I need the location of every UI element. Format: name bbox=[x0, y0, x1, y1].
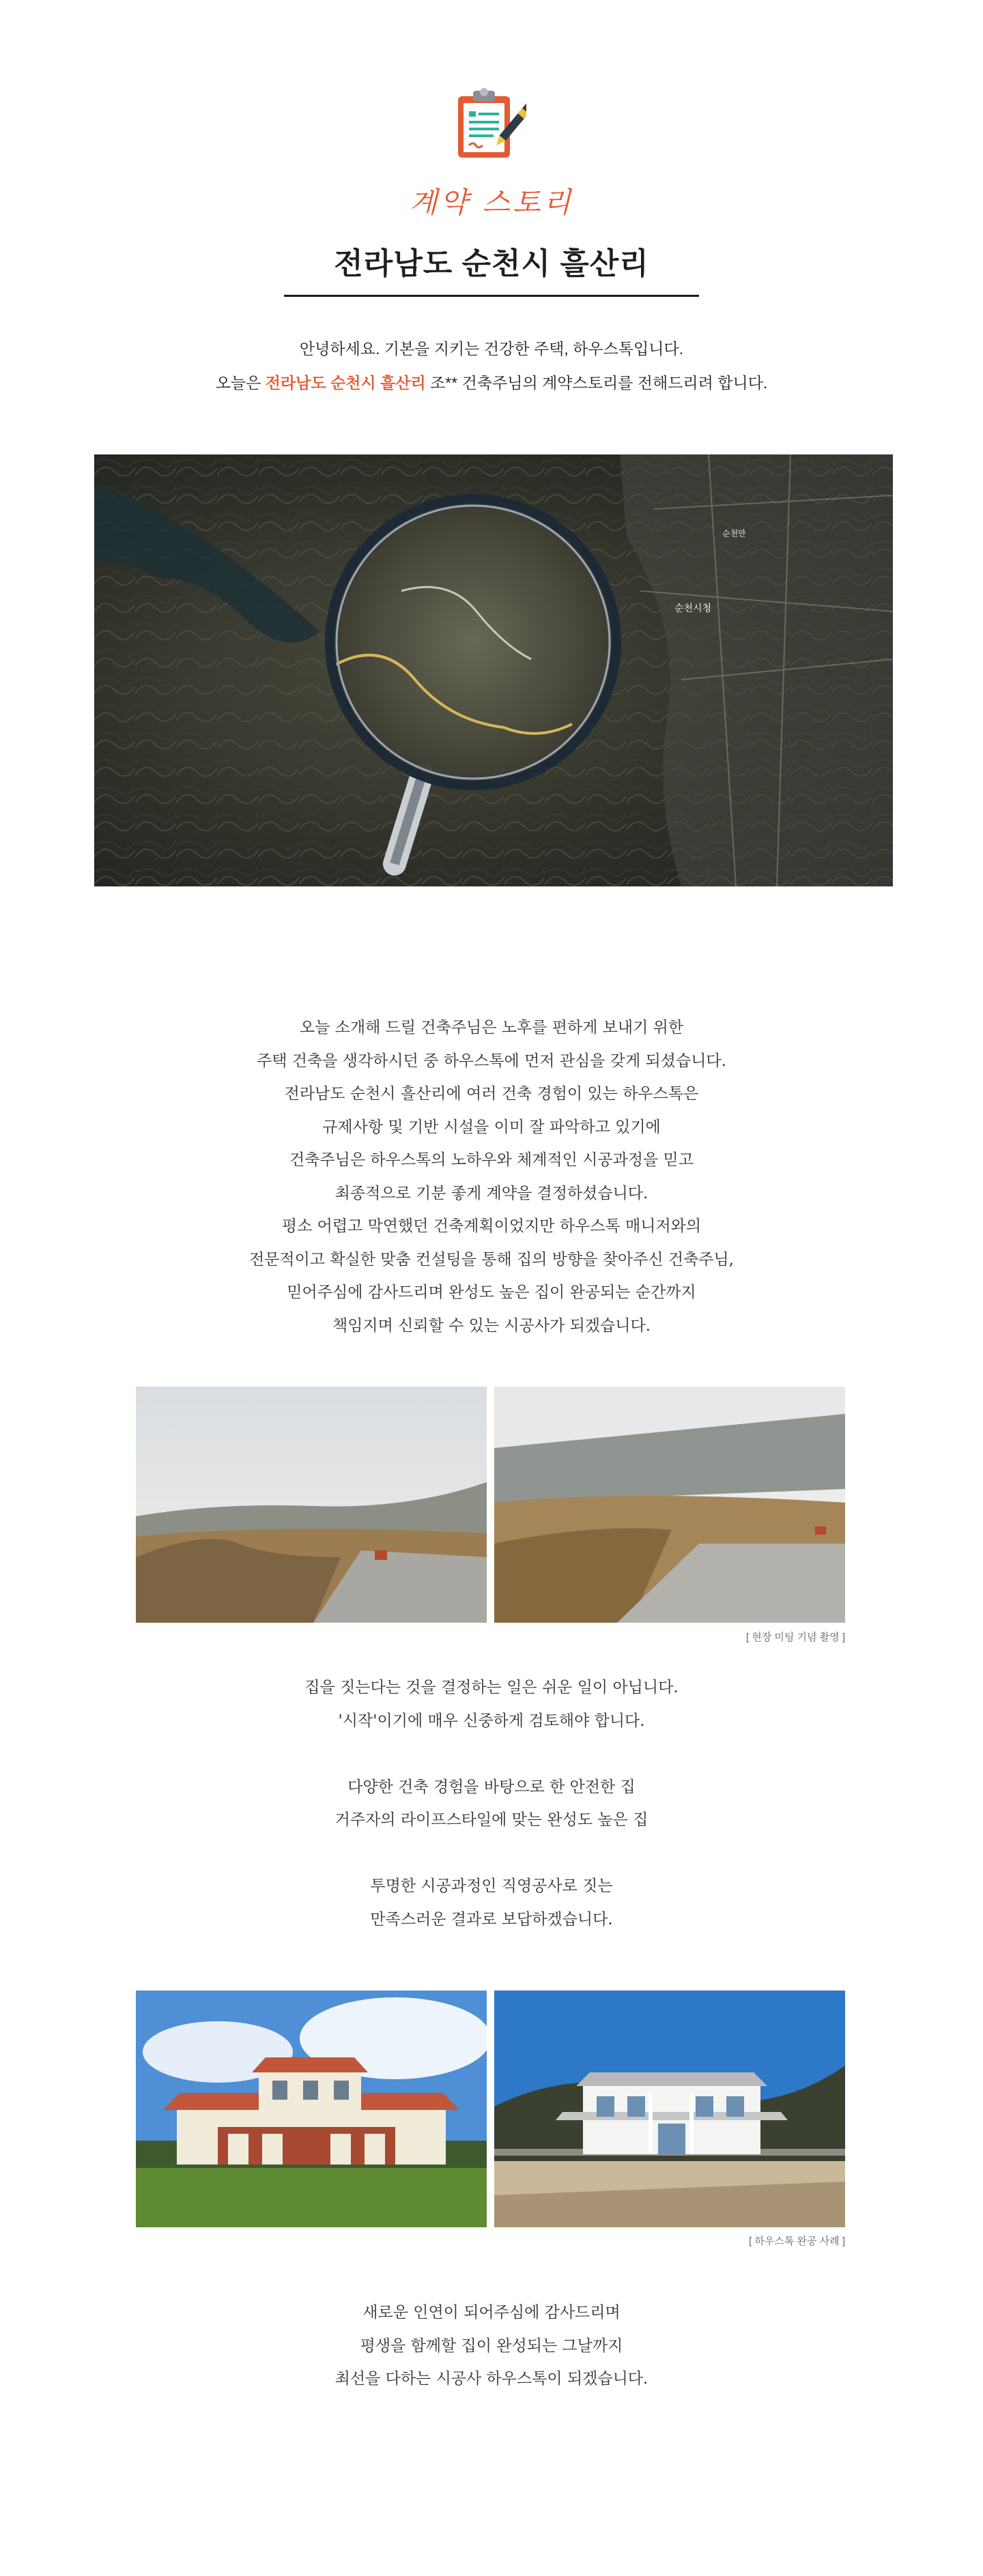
map-label-city: 순천시청 bbox=[674, 603, 712, 614]
intro-location-highlight: 전라남도 순천시 흘산리 bbox=[265, 374, 426, 392]
paragraph-line: 집을 짓는다는 것을 결정하는 일은 쉬운 일이 아닙니다. bbox=[304, 1679, 679, 1696]
intro-suffix: 조** 건축주님의 계약스토리를 전해드리려 합니다. bbox=[425, 374, 768, 392]
paragraph-line: 주택 건축을 생각하시던 중 하우스톡에 먼저 관심을 갖게 되셨습니다. bbox=[257, 1052, 726, 1070]
site-photo-caption: [ 현장 미팅 기념 촬영 ] bbox=[745, 1632, 845, 1643]
paragraph-line: 거주자의 라이프스타일에 맞는 완성도 높은 집 bbox=[334, 1811, 649, 1829]
map-label-bay: 순천만 bbox=[722, 529, 746, 538]
paragraph-line: '시작'이기에 매우 신중하게 검토해야 합니다. bbox=[338, 1711, 645, 1730]
page-title: 전라남도 순천시 흘산리 bbox=[334, 247, 649, 280]
story-paragraph-2 bbox=[0, 1671, 983, 1936]
story-paragraph-3 bbox=[0, 2296, 983, 2396]
paragraph-line: 다양한 건축 경험을 바탕으로 한 안전한 집 bbox=[347, 1778, 636, 1796]
paragraph-line: 전라남도 순천시 흘산리에 여러 건축 경험이 있는 하우스톡은 bbox=[284, 1085, 699, 1103]
paragraph-line: 믿어주심에 감사드리며 완성도 높은 집이 완공되는 순간까지 bbox=[287, 1284, 696, 1301]
completed-house-photo-1 bbox=[136, 1991, 487, 2227]
paragraph-line: 최선을 다하는 시공사 하우스톡이 되겠습니다. bbox=[334, 2370, 649, 2388]
paragraph-line: 투명한 시공과정인 직영공사로 짓는 bbox=[370, 1877, 613, 1895]
paragraph-line bbox=[0, 1737, 983, 1771]
script-title: 계약 스토리 bbox=[409, 186, 574, 219]
intro-line-2 bbox=[0, 375, 983, 391]
paragraph-line: 평생을 함께할 집이 완성되는 그날까지 bbox=[360, 2336, 623, 2355]
story-paragraph-1 bbox=[0, 1011, 983, 1342]
site-photo-2 bbox=[494, 1387, 845, 1623]
site-photo-1 bbox=[136, 1387, 487, 1623]
paragraph-line: 규제사항 및 기반 시설을 이미 잘 파악하고 있기에 bbox=[322, 1118, 661, 1136]
paragraph-line: 책임지며 신뢰할 수 있는 시공사가 되겠습니다. bbox=[332, 1316, 651, 1335]
paragraph-line: 만족스러운 결과로 보답하겠습니다. bbox=[370, 1910, 613, 1928]
paragraph-line: 최종적으로 기분 좋게 계약을 결정하셨습니다. bbox=[334, 1184, 649, 1202]
paragraph-line: 평소 어렵고 막연했던 건축계획이었지만 하우스톡 매니저와의 bbox=[281, 1217, 702, 1235]
intro-prefix: 오늘은 bbox=[215, 374, 266, 392]
paragraph-line: 오늘 소개해 드릴 건축주님은 노후를 편하게 보내기 위한 bbox=[299, 1019, 684, 1037]
title-divider bbox=[284, 295, 699, 297]
intro-line-1: 안녕하세요. 기본을 지키는 건강한 주택, 하우스톡입니다. bbox=[299, 340, 684, 358]
clipboard-pen-icon bbox=[455, 85, 526, 160]
completed-house-photo-2 bbox=[494, 1991, 845, 2227]
paragraph-line bbox=[0, 1837, 983, 1870]
paragraph-line: 새로운 인연이 되어주심에 감사드리며 bbox=[362, 2304, 621, 2321]
paragraph-line: 건축주님은 하우스톡의 노하우와 체계적인 시공과정을 믿고 bbox=[289, 1151, 694, 1169]
satellite-map-image bbox=[94, 454, 893, 886]
completed-photo-caption: [ 하우스톡 완공 사례 ] bbox=[749, 2235, 845, 2247]
paragraph-line: 전문적이고 확실한 맞춤 컨설팅을 통해 집의 방향을 찾아주신 건축주님, bbox=[248, 1250, 735, 1269]
